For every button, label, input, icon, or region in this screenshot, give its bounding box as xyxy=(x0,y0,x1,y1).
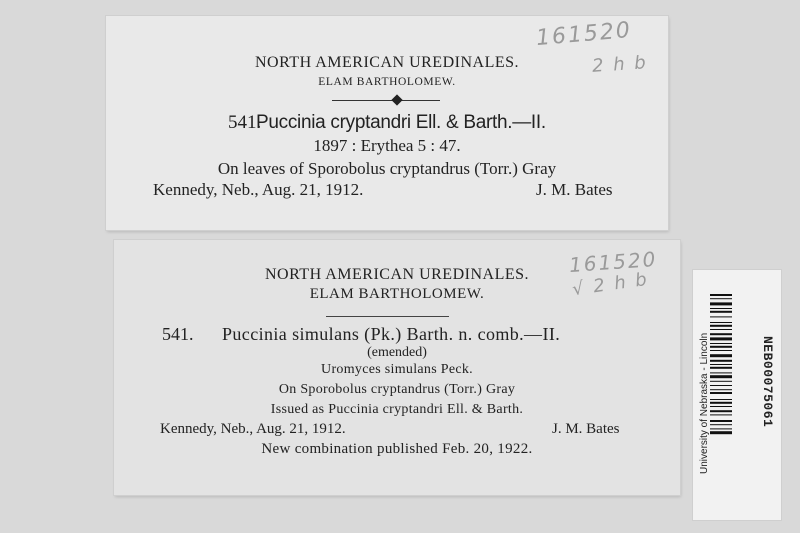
barcode-bar xyxy=(710,406,732,407)
ornament-diamond xyxy=(391,94,402,105)
barcode-bar xyxy=(710,346,732,348)
barcode-icon xyxy=(710,294,732,479)
locality-date: Kennedy, Neb., Aug. 21, 1912. xyxy=(160,421,346,437)
barcode-bar xyxy=(710,389,732,390)
publication-note: New combination published Feb. 20, 1922. xyxy=(261,441,533,457)
pencil-accession-number: 161520 xyxy=(535,17,633,52)
barcode-bar xyxy=(710,333,732,335)
taxon-name: Puccinia cryptandri Ell. & Barth.—II. xyxy=(256,112,546,133)
barcode-bar xyxy=(710,354,732,357)
pencil-accession-number: 161520 xyxy=(568,246,659,278)
barcode-bar xyxy=(710,343,732,344)
barcode-bar xyxy=(710,298,732,299)
label-subheading: ELAM BARTHOLOMEW. xyxy=(309,286,485,302)
barcode-bar xyxy=(710,329,732,330)
barcode-institution: University of Nebraska - Lincoln xyxy=(699,332,710,474)
barcode-bar xyxy=(710,410,732,412)
barcode-bar xyxy=(710,375,732,378)
collector: J. M. Bates xyxy=(552,421,620,437)
barcode-bar xyxy=(710,308,732,309)
barcode-bar xyxy=(710,322,732,323)
issued-as-line: Issued as Puccinia cryptandri Ell. & Barth. xyxy=(270,402,524,417)
barcode-label xyxy=(693,270,781,520)
barcode-bar xyxy=(710,337,732,340)
barcode-bar xyxy=(710,428,732,429)
ornament-rule xyxy=(326,316,449,317)
citation: 1897 : Erythea 5 : 47. xyxy=(313,136,461,155)
pencil-note: √ 2 h b xyxy=(570,268,651,301)
barcode-bar xyxy=(710,392,732,394)
barcode-bar xyxy=(710,414,732,415)
barcode-bar xyxy=(710,350,732,351)
barcode-bar xyxy=(710,360,732,362)
barcode-id: NEB00075061 xyxy=(760,336,775,428)
specimen-label-emended xyxy=(114,240,680,495)
barcode-bar xyxy=(710,325,732,327)
locality-date: Kennedy, Neb., Aug. 21, 1912. xyxy=(153,180,364,199)
barcode-bar xyxy=(710,381,732,382)
barcode-bar xyxy=(710,402,732,404)
emended-note: (emended) xyxy=(367,345,427,360)
barcode-bar xyxy=(710,367,732,369)
barcode-bar xyxy=(710,424,732,425)
barcode-bar xyxy=(710,364,732,365)
label-subheading: ELAM BARTHOLOMEW. xyxy=(318,76,456,88)
barcode-bar xyxy=(710,431,732,434)
ornament-rule xyxy=(332,100,440,101)
host-line: On leaves of Sporobolus cryptandrus (Torr.) Gray xyxy=(217,159,557,178)
exsiccata-number: 541. xyxy=(228,112,262,133)
host-line: On Sporobolus cryptandrus (Torr.) Gray xyxy=(278,382,516,397)
exsiccata-number: 541. xyxy=(162,324,194,344)
barcode-bar xyxy=(710,302,732,305)
barcode-bar xyxy=(710,316,732,317)
pencil-note: 2 h b xyxy=(591,52,649,77)
barcode-bar xyxy=(710,311,732,313)
label-heading: NORTH AMERICAN UREDINALES. xyxy=(254,54,520,71)
barcode-bar xyxy=(710,385,732,386)
barcode-bar xyxy=(710,399,732,400)
synonym-line: Uromyces simulans Peck. xyxy=(321,362,473,377)
taxon-name: Puccinia simulans (Pk.) Barth. n. comb.—II. xyxy=(222,324,561,344)
barcode-bar xyxy=(710,420,732,422)
label-heading: NORTH AMERICAN UREDINALES. xyxy=(264,266,530,283)
collector: J. M. Bates xyxy=(536,180,613,199)
barcode-bar xyxy=(710,294,732,296)
specimen-label-original xyxy=(106,16,668,230)
barcode-bar xyxy=(710,372,732,373)
